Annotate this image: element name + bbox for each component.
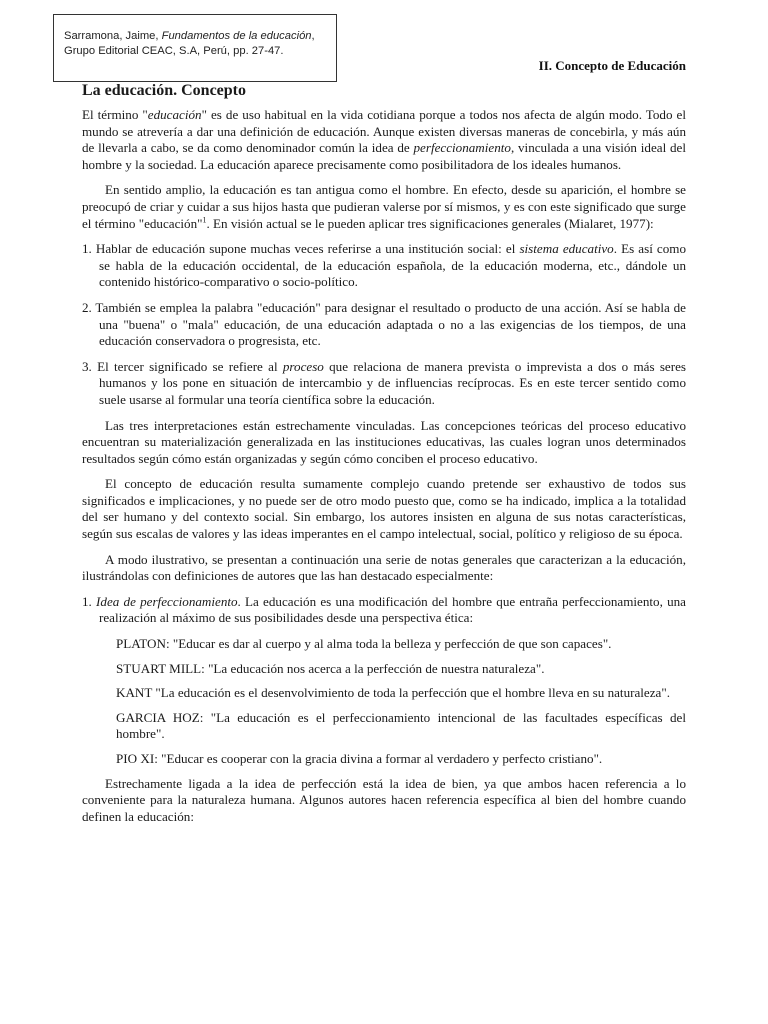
paragraph: A modo ilustrativo, se presentan a continuación una serie de notas generales que caracterizan a la educación, ilustrándolas con definiciones de autores que las han destacado especialmente: bbox=[82, 551, 686, 584]
citation-publisher: Grupo Editorial CEAC, S.A, Perú, pp. 27-47. bbox=[64, 44, 284, 57]
list-item: 2. También se emplea la palabra "educación" para designar el resultado o producto de una acción. Así se habla de una "buena" o "mala" educación, de una educación adaptada o no a las exigencias de los tiempos, de una educación conservadora o progresista, etc. bbox=[82, 299, 686, 349]
citation-line-1 bbox=[64, 29, 336, 44]
list-item bbox=[82, 241, 686, 291]
paragraph-broad-sense bbox=[82, 182, 686, 232]
quote: PLATON: "Educar es dar al cuerpo y al alma toda la belleza y perfección de que son capaces". bbox=[116, 636, 612, 652]
citation-book-title: Fundamentos de la educación bbox=[161, 30, 312, 42]
emphasis: perfeccionamiento bbox=[413, 140, 511, 156]
list-item bbox=[82, 359, 686, 409]
text-run: . La educación es una modificación del hombre que entraña perfeccionamiento, una realización al máximo de sus posibilidades desde una perspectiva ética: bbox=[99, 593, 686, 626]
emphasis: proceso bbox=[282, 358, 324, 374]
chapter-title: II. Concepto de Educación bbox=[538, 58, 686, 73]
text-run: . En visión actual se le pueden aplicar tres significaciones generales (Mialaret, 1977): bbox=[206, 215, 654, 231]
text-run: 1. Hablar de educación supone muchas veces referirse a una institución social: el bbox=[82, 241, 520, 257]
text-run: " es de uso habitual en la vida cotidiana porque a todos nos afecta de algún modo. Todo el mundo se atrevería a dar una definición de educación. Aunque existen diversas maneras de concebirla, y más aún de llevarla a cabo, se da como denominador común la idea de bbox=[82, 107, 686, 156]
quote: KANT "La educación es el desenvolvimiento de toda la perfección que el hombre lleva en su naturaleza". bbox=[116, 685, 670, 701]
emphasis: Idea de perfeccionamiento bbox=[96, 593, 238, 609]
paragraph: Las tres interpretaciones están estrechamente vinculadas. Las concepciones teóricas del proceso educativo encuentran su materialización generalizada en las instituciones educativas, las cuales logran unos determinados resultados según cómo están organizadas y según cómo conciben el proceso educativo. bbox=[82, 417, 686, 466]
quote: PIO XI: "Educar es cooperar con la gracia divina a formar al verdadero y perfecto cristiano". bbox=[116, 751, 603, 766]
quote: STUART MILL: "La educación nos acerca a la perfección de nuestra naturaleza". bbox=[116, 660, 545, 676]
emphasis: educación bbox=[147, 107, 202, 122]
text-run: , vinculada a una visión ideal del hombre y la sociedad. La educación aparece precisamente como posibilitadora de los ideales humanos. bbox=[82, 140, 686, 172]
quote: GARCIA HOZ: "La educación es el perfeccionamiento intencional de las facultades específicas del hombre". bbox=[116, 709, 686, 742]
text-run: En sentido amplio, la educación es tan antigua como el hombre. En efecto, desde su aparición, el hombre se preocupó de criar y cuidar a sus hijos hasta que pudieran valerse por sí mismos, y es con este significado que surge el término "educación" bbox=[82, 182, 686, 231]
paragraph: Estrechamente ligada a la idea de perfección está la idea de bien, ya que ambos hacen referencia a lo conveniente para la naturaleza humana. Algunos autores hacen referencia específica al bien del hombre cuando definen la educación: bbox=[82, 775, 686, 824]
emphasis: sistema educativo bbox=[519, 241, 614, 257]
list-number: 1. bbox=[82, 593, 97, 609]
text-run: . Es así como se habla de la educación occidental, de la educación española, de la educación moderna, etc., dándole un contenido histórico-comparativo o socio-político. bbox=[99, 241, 687, 290]
section-title: La educación. Concepto bbox=[82, 82, 246, 99]
text-run: 3. El tercer significado se refiere al bbox=[82, 358, 283, 374]
footnote-marker: 1 bbox=[202, 215, 207, 225]
paragraph-intro bbox=[82, 107, 686, 173]
citation-box bbox=[53, 14, 337, 82]
text-run: que relaciona de manera prevista o imprevista a dos o más seres humanos y los pone en situación de intercambio y de influencias recíprocas. Es en este tercer sentido como suele usarse al formular una teoría científica sobre la educación. bbox=[99, 358, 686, 407]
document-body bbox=[82, 80, 686, 834]
text-run: El término " bbox=[82, 107, 148, 122]
paragraph: El concepto de educación resulta sumamente complejo cuando pretende ser exhaustivo de todos sus significados e implicaciones, y no puede ser de otro modo puesto que, como se ha indicado, implica a la totalidad del ser humano y del contexto social. Sin embargo, los autores insisten en alguna de sus notas características, según sus escalas de valores y las ideas imperantes en el campo intelectual, social, político y religioso de su época. bbox=[82, 476, 686, 542]
citation-punct: , bbox=[311, 30, 315, 42]
list-item bbox=[82, 594, 686, 627]
citation-author: Sarramona, Jaime, bbox=[64, 30, 162, 42]
